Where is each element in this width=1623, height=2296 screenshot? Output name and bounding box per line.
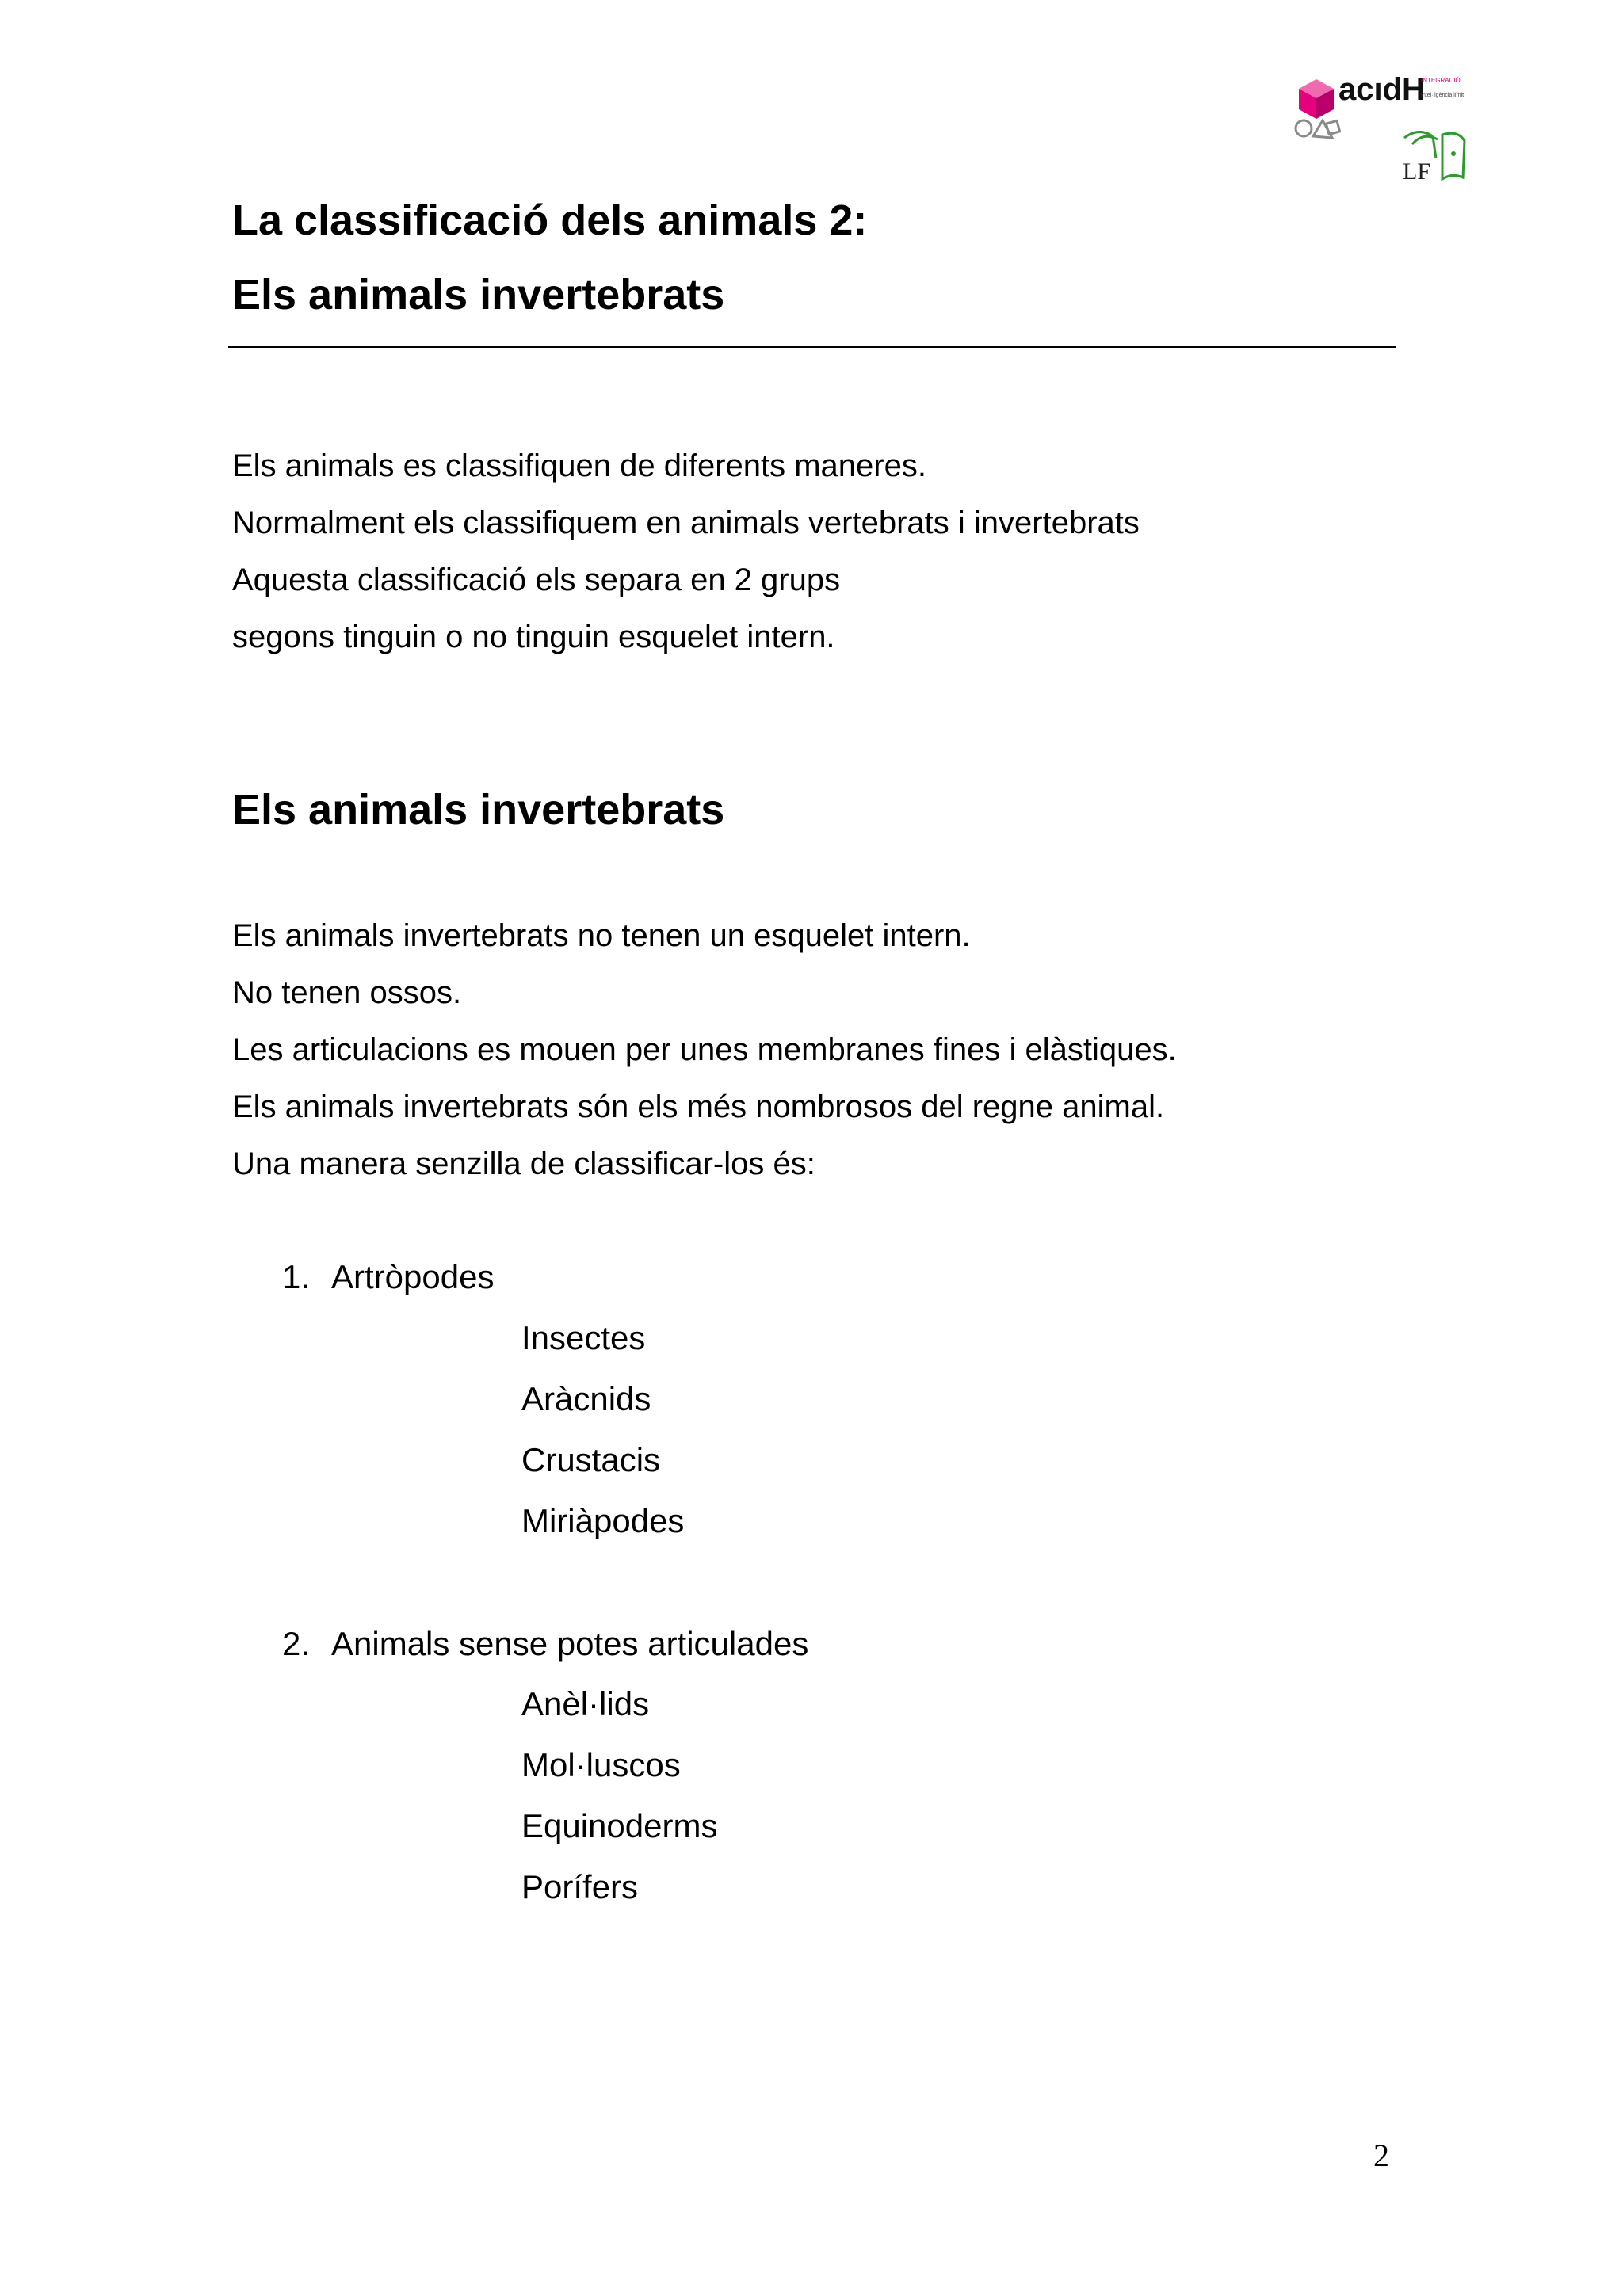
section-line: Els animals invertebrats són els més nombrosos del regne animal. xyxy=(232,1089,1165,1124)
lf-logo-text: LF xyxy=(1403,158,1431,185)
sublist-item: Miriàpodes xyxy=(521,1502,685,1539)
sublist-item: Anèl·lids xyxy=(521,1685,650,1722)
intro-paragraph xyxy=(232,437,1140,666)
sublist-item: Mol·luscos xyxy=(521,1746,681,1783)
intro-line: segons tinguin o no tinguin esquelet intern. xyxy=(232,620,835,654)
list-item-arthropods xyxy=(282,1253,494,1301)
list-item-number: 2. xyxy=(282,1625,311,1662)
sublist-item: Porífers xyxy=(521,1868,639,1905)
sublist-item: Insectes xyxy=(521,1319,646,1356)
sublist-arthropods xyxy=(521,1307,684,1551)
sublist-no-jointed-legs xyxy=(521,1673,717,1917)
acidh-logo-tagline-2: Intel·ligència límit xyxy=(1421,93,1465,98)
section-line: No tenen ossos. xyxy=(232,975,462,1010)
section-line: Els animals invertebrats no tenen un esquelet intern. xyxy=(232,918,971,953)
sublist-item: Equinoderms xyxy=(521,1807,718,1844)
intro-line: Aquesta classificació els separa en 2 grups xyxy=(232,563,841,597)
acidh-logo-tagline-1: INTEGRACIÓ xyxy=(1421,77,1461,84)
section-line: Una manera senzilla de classificar-los és: xyxy=(232,1146,815,1181)
sublist-item: Aràcnids xyxy=(521,1380,651,1417)
page-number: 2 xyxy=(1373,2138,1389,2173)
intro-line: Els animals es classifiquen de diferents maneres. xyxy=(232,448,926,483)
document-title-line-2: Els animals invertebrats xyxy=(232,271,725,318)
lf-logo xyxy=(1396,127,1484,190)
acidh-logo-cube xyxy=(1299,79,1334,119)
list-item-label: Animals sense potes articulades xyxy=(331,1625,809,1662)
list-item-number: 1. xyxy=(282,1258,311,1295)
document-title-line-1: La classificació dels animals 2: xyxy=(232,196,868,244)
title-divider xyxy=(228,346,1396,348)
section-line: Les articulacions es mouen per unes membranes fines i elàstiques. xyxy=(232,1032,1177,1067)
lf-logo-eye xyxy=(1451,151,1456,156)
acidh-logo-outline-shapes xyxy=(1296,120,1340,138)
intro-line: Normalment els classifiquem en animals vertebrats i invertebrats xyxy=(232,505,1140,540)
section-paragraph xyxy=(232,907,1177,1192)
acidh-logo-wordmark: acıdH xyxy=(1338,72,1425,107)
list-item-label: Artròpodes xyxy=(331,1258,495,1295)
section-heading: Els animals invertebrats xyxy=(232,786,725,833)
sublist-item: Crustacis xyxy=(521,1441,661,1478)
list-item-no-jointed-legs xyxy=(282,1620,808,1668)
